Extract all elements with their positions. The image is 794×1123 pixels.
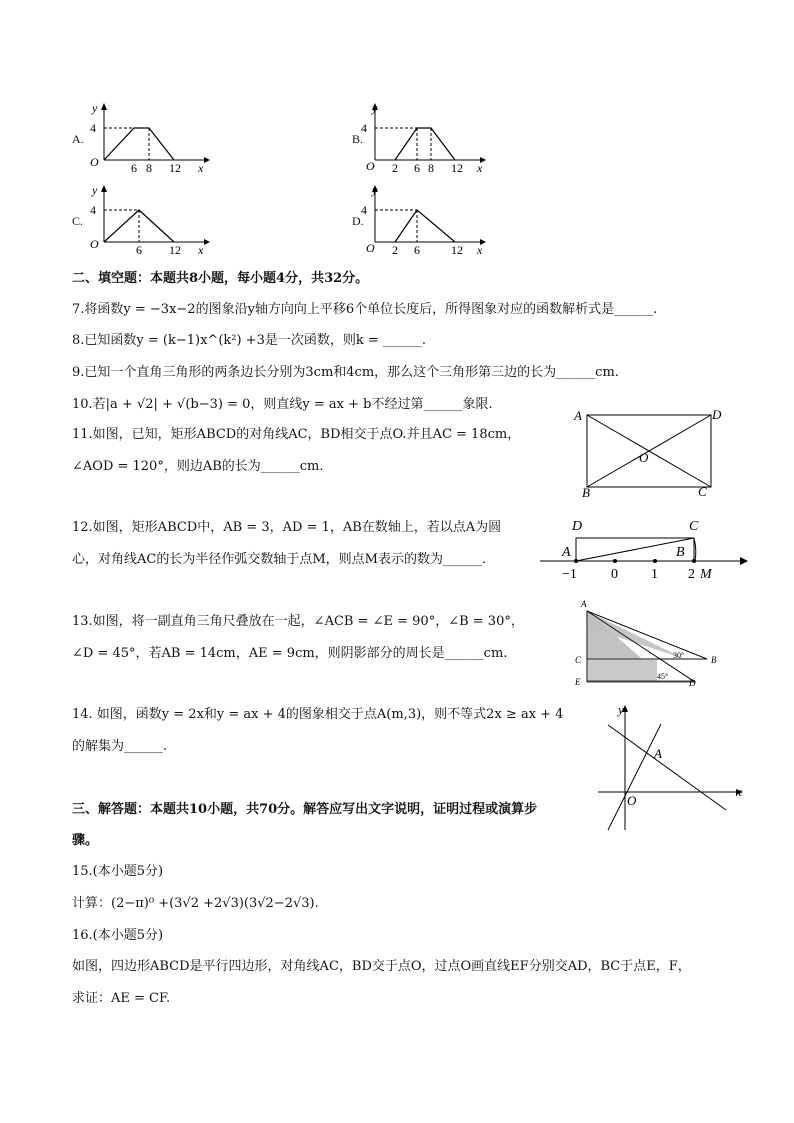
svg-text:C: C — [575, 655, 582, 665]
section-3-heading-line1: 三、解答题：本题共10小题，共70分。解答应写出文字说明，证明过程或演算步 — [72, 802, 538, 817]
svg-text:O: O — [627, 793, 637, 808]
choice-a-label: A. — [72, 132, 84, 146]
question-15-body: 计算：(2−π)⁰ +(3√2 +2√3)(3√2−2√3). — [72, 896, 319, 911]
tick-12: 12 — [169, 161, 181, 175]
question-12-line1: 12.如图，矩形ABCD中，AB = 3，AD = 1，AB在数轴上，若以点A为圆 — [72, 520, 502, 535]
choice-b-graph — [355, 100, 485, 175]
axis-x: x — [477, 243, 483, 257]
svg-text:45°: 45° — [657, 672, 669, 681]
tick-6: 6 — [414, 161, 420, 175]
svg-text:A: A — [562, 545, 571, 560]
tick-8: 8 — [146, 161, 152, 175]
origin: O — [366, 241, 375, 255]
question-13-line1: 13.如图，将一副直角三角尺叠放在一起，∠ACB = ∠E = 90°，∠B = 30°， — [72, 614, 524, 629]
tick-6: 6 — [136, 243, 142, 257]
figure-rectangle-abcd — [570, 405, 730, 500]
figure-line-intersection — [598, 702, 748, 832]
svg-text:A: A — [574, 408, 582, 423]
tick-8: 8 — [428, 161, 434, 175]
origin: O — [90, 237, 99, 251]
axis-x: x — [198, 161, 204, 175]
svg-text:x: x — [736, 784, 742, 799]
svg-text:M: M — [700, 567, 712, 582]
svg-text:A: A — [581, 599, 587, 609]
svg-text:O: O — [639, 450, 649, 465]
choice-c-graph — [84, 182, 214, 257]
tick-12: 12 — [451, 161, 463, 175]
y-mark: 4 — [361, 203, 367, 217]
question-14-line1: 14. 如图，函数y = 2x和y = ax + 4的图象相交于点A(m,3)，则不等式2x ≥ ax + 4 — [72, 707, 564, 722]
figure-triangles — [573, 597, 723, 692]
question-12-line2: 心，对角线AC的长为半径作弧交数轴于点M，则点M表示的数为______. — [72, 552, 487, 567]
question-13-line2: ∠D = 45°，若AB = 14cm，AE = 9cm，则阴影部分的周长是______cm. — [72, 646, 508, 661]
svg-text:D: D — [572, 519, 583, 534]
axis-x: x — [198, 243, 204, 257]
axis-y: y — [372, 101, 378, 115]
svg-text:1: 1 — [651, 567, 658, 582]
question-15-title: 15.(本小题5分) — [72, 864, 164, 879]
tick-2: 2 — [392, 243, 398, 257]
choice-c-label: C. — [72, 214, 84, 228]
svg-text:E: E — [575, 677, 581, 687]
tick-2: 2 — [392, 161, 398, 175]
y-mark: 4 — [90, 203, 96, 217]
question-14-line2: 的解集为______. — [72, 739, 168, 754]
tick-12: 12 — [169, 243, 181, 257]
origin: O — [90, 155, 99, 169]
choice-d-label: D. — [352, 214, 364, 228]
svg-text:A: A — [654, 746, 662, 761]
question-8: 8.已知函数y = (k−1)x^(k²) +3是一次函数，则k = ______. — [72, 333, 427, 348]
svg-text:0: 0 — [611, 567, 618, 582]
svg-text:−1: −1 — [562, 567, 577, 582]
axis-y: y — [372, 183, 378, 197]
question-16-line2: 求证：AE = CF. — [72, 991, 171, 1006]
y-mark: 4 — [90, 121, 96, 135]
svg-text:30°: 30° — [673, 651, 685, 660]
tick-12: 12 — [451, 243, 463, 257]
svg-text:B: B — [711, 655, 717, 665]
svg-text:y: y — [618, 702, 624, 717]
svg-text:B: B — [676, 545, 685, 560]
tick-6: 6 — [131, 161, 137, 175]
svg-text:C: C — [698, 484, 707, 499]
tick-6: 6 — [414, 243, 420, 257]
axis-y: y — [92, 183, 98, 197]
choice-d-graph — [355, 182, 485, 257]
choice-b-label: B. — [352, 132, 364, 146]
question-11-line1: 11.如图，已知，矩形ABCD的对角线AC，BD相交于点O.并且AC = 18cm， — [72, 427, 521, 442]
axis-y: y — [92, 101, 98, 115]
section-3-heading-line2: 骤。 — [72, 833, 99, 848]
origin: O — [366, 159, 375, 173]
question-16-title: 16.(本小题5分) — [72, 928, 164, 943]
question-9: 9.已知一个直角三角形的两条边长分别为3cm和4cm，那么这个三角形第三边的长为______cm. — [72, 365, 619, 380]
svg-text:B: B — [582, 485, 590, 500]
question-16-line1: 如图，四边形ABCD是平行四边形，对角线AC，BD交于点O，过点O画直线EF分别交AD，BC于点E，F， — [72, 959, 691, 974]
svg-text:C: C — [689, 519, 699, 534]
y-mark: 4 — [361, 121, 367, 135]
question-11-line2: ∠AOD = 120°，则边AB的长为______cm. — [72, 459, 324, 474]
choice-a-graph — [84, 100, 214, 175]
section-2-heading: 二、填空题：本题共8小题，每小题4分，共32分。 — [72, 271, 369, 286]
svg-text:2: 2 — [688, 567, 695, 582]
svg-text:D: D — [689, 678, 696, 688]
svg-text:D: D — [712, 407, 722, 422]
axis-x: x — [477, 161, 483, 175]
figure-number-line — [540, 512, 750, 582]
question-10: 10.若|a + √2| + √(b−3) = 0，则直线y = ax + b不经过第______象限. — [72, 397, 493, 412]
question-7: 7.将函数y = −3x−2的图象沿y轴方向向上平移6个单位长度后，所得图象对应的函数解析式是______. — [72, 302, 658, 317]
